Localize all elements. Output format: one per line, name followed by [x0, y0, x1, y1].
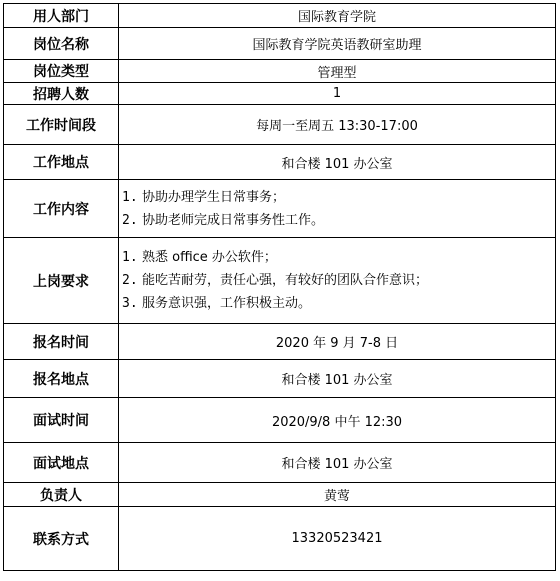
list-item-text: 协助办理学生日常事务；	[142, 189, 286, 205]
interview-location-label: 面试地点	[4, 443, 119, 483]
row-registration-location	[4, 360, 556, 398]
interview-location-value: 和合楼 101 办公室	[119, 443, 556, 483]
position-name-value: 国际教育学院英语教研室助理	[119, 28, 556, 60]
work-location-label: 工作地点	[4, 145, 119, 180]
row-headcount	[4, 83, 556, 105]
row-interview-time	[4, 398, 556, 443]
row-contact-info	[4, 507, 556, 571]
requirements-label: 上岗要求	[4, 238, 119, 324]
list-marker: 2.	[122, 212, 138, 228]
job-duties-list	[119, 180, 556, 238]
headcount-label: 招聘人数	[4, 83, 119, 105]
list-item-text: 协助老师完成日常事务性工作。	[142, 212, 325, 228]
list-item	[122, 269, 551, 292]
row-contact-person	[4, 483, 556, 507]
list-marker: 2.	[122, 273, 138, 288]
contact-info-value: 13320523421	[119, 507, 556, 571]
contact-person-value: 黄莺	[119, 483, 556, 507]
row-position-type	[4, 60, 556, 83]
position-type-label: 岗位类型	[4, 60, 119, 83]
row-registration-time	[4, 324, 556, 360]
list-item-text: 熟悉 office 办公软件；	[142, 250, 277, 265]
list-marker: 1.	[122, 250, 138, 265]
row-work-hours	[4, 105, 556, 145]
position-type-value: 管理型	[119, 60, 556, 83]
list-marker: 1.	[122, 189, 138, 205]
registration-location-label: 报名地点	[4, 360, 119, 398]
row-department	[4, 4, 556, 28]
row-requirements	[4, 238, 556, 324]
job-duties-label: 工作内容	[4, 180, 119, 238]
job-posting-table	[3, 3, 556, 571]
registration-time-label: 报名时间	[4, 324, 119, 360]
interview-time-label: 面试时间	[4, 398, 119, 443]
department-value: 国际教育学院	[119, 4, 556, 28]
department-label: 用人部门	[4, 4, 119, 28]
headcount-value: 1	[119, 83, 556, 105]
position-name-label: 岗位名称	[4, 28, 119, 60]
requirements-list	[119, 238, 556, 324]
registration-time-value: 2020 年 9 月 7-8 日	[119, 324, 556, 360]
contact-person-label: 负责人	[4, 483, 119, 507]
work-hours-value: 每周一至周五 13:30-17:00	[119, 105, 556, 145]
interview-time-value: 2020/9/8 中午 12:30	[119, 398, 556, 443]
row-work-location	[4, 145, 556, 180]
registration-location-value: 和合楼 101 办公室	[119, 360, 556, 398]
list-item-text: 服务意识强，工作积极主动。	[142, 296, 312, 311]
row-job-duties	[4, 180, 556, 238]
work-location-value: 和合楼 101 办公室	[119, 145, 556, 180]
contact-info-label: 联系方式	[4, 507, 119, 571]
row-position-name	[4, 28, 556, 60]
list-item	[122, 292, 551, 315]
list-item-text: 能吃苦耐劳，责任心强，有较好的团队合作意识；	[142, 273, 429, 288]
row-interview-location	[4, 443, 556, 483]
list-item	[122, 246, 551, 269]
list-marker: 3.	[122, 296, 138, 311]
list-item	[122, 186, 551, 209]
list-item	[122, 209, 551, 232]
work-hours-label: 工作时间段	[4, 105, 119, 145]
